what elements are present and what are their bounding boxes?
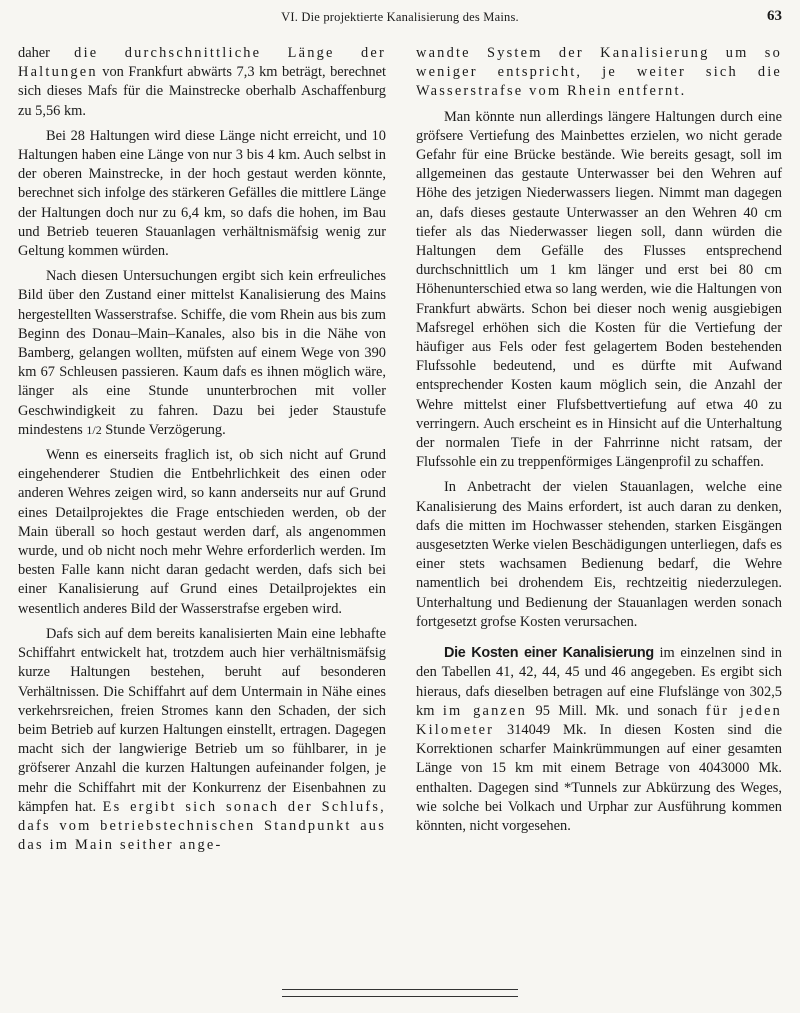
left-paragraph-1: daher die durchschnittliche Länge der Haltungen von Frankfurt abwärts 7,3 km beträgt, berechnet sich dieses Mafs für die Mainstrecke oberhalb Aschaffenburg zu 5,56 km.: [18, 45, 386, 119]
section-lead: Die Kosten einer Kanalisierung: [444, 645, 654, 662]
left-paragraph-4: Wenn es einerseits fraglich ist, ob sich nicht auf Grund eingehenderer Studien die Entbehrlichkeit des einen oder anderen Wehres zeigen wird, so kann anderseits nur auf Grund eines Detailprojektes die Frage entschieden werden, ob der Main überall so hoch gestaut werden darf, als angenommen wurde, und ob nicht noch mehr Wehre erforderlich werden. Im besten Falle kann nicht daran gedacht werden, dafs sich bei einer Kanalisierung auf Grund eines Detailprojektes ein wesentlich anderes Bild der Wasserstrafse ergeben wird.: [18, 447, 386, 617]
left-paragraph-2: Bei 28 Haltungen wird diese Länge nicht erreicht, und 10 Haltungen haben eine Länge von nur 3 bis 4 km. Auch selbst in der oberen Mainstrecke, in der hoch gestaut werden könnte, berechnet sich infolge des stärkeren Gefälles die mittlere Länge der Haltungen doch nur zu 6,4 km, so dafs die hohen, im Bau und Betrieb teueren Stauanlagen verhältnismäfsig wenig zur Geltung kommen würden.: [18, 127, 386, 260]
right-paragraph-3: In Anbetracht der vielen Stauanlagen, welche eine Kanalisierung des Mains erfordert, ist auch daran zu denken, dafs die mitten im Hochwasser stehenden, starken Eisgängen ausgesetzten Werke vielen Beschädigungen unterliegen, dafs es einer stets wachsamen Bedienung bedarf, die Wehre namentlich bei drohendem Eis, rechtzeitig niederzulegen. Unterhaltung und Bedienung der Stauanlagen werden sonach fortgesetzt grofse Kosten verursachen.: [416, 479, 782, 630]
right-paragraph-2: Man könnte nun allerdings längere Haltungen durch eine gröfsere Vertiefung des Mainbettes erzielen, wo nicht gerade Gefahr für eine Brücke bestände. Wie bereits gesagt, soll im allgemeinen das gestaute Unterwasser bei den Wehren auf Höhe des jetzigen Niederwassers liegen. Nimmt man dagegen an, dafs dieses gestaute Unterwasser an den Wehren 40 cm tiefer als das Niederwasser liegen soll, dann würden die Haltungen dem Gefälle des Flusses entsprechend durchschnittlich um 1 km länger und erst bei 80 cm Höhenunterschied etwa so lang werden, wie die Haltungen von Frankfurt abwärts. Schon bei dieser noch wenig ausgiebigen Mafsregel erhöhen sich die Kosten für die Vertiefung der häufiger aus Fels oder fest gelagertem Boden bestehenden Flufssohle bedeutend, und es dürfte mit Aufwand entsprechender Kosten kaum möglich sein, die Anzahl der Wehre mittelst einer Flufsbettvertiefung auf etwa 40 zu verringern. Auch erscheint es in Hinsicht auf die Unterhaltung der normalen Tiefe in der Fahrrinne nicht ratsam, der Flufssohle ein zu treppenförmiges Längenprofil zu schaffen.: [416, 108, 782, 471]
left-column: [18, 44, 386, 861]
footer-rule-upper: [282, 989, 518, 990]
footer-rule-lower: [282, 996, 518, 997]
page-number: 63: [767, 8, 782, 24]
left-paragraph-3: Nach diesen Untersuchungen ergibt sich kein erfreuliches Bild über den Zustand einer mittelst Kanalisierung des Mains hergestellten Wasserstrafse. Schiffe, die vom Rhein aus bis zum Beginn des Donau–Main–Kanales, also bis in die Nähe von Bamberg, gelangen wollten, müfsten auf einem Wege von 390 km 67 Schleusen passieren. Kaum dafs es ihnen möglich wäre, länger als eine Stunde ununterbrochen mit voller Geschwindigkeit zu fahren. Dazu bei jeder Staustufe mindestens 1/2 Stunde Verzögerung.: [18, 268, 386, 438]
right-column: [416, 44, 782, 842]
fraction: 1/2: [86, 422, 102, 437]
right-paragraph-1: wandte System der Kanalisierung um so weniger entspricht, je weiter sich die Wasserstrafse vom Rhein entfernt.: [416, 45, 782, 100]
right-paragraph-4: Die Kosten einer Kanalisierung im einzelnen sind in den Tabellen 41, 42, 44, 45 und 46 angegeben. Es ergibt sich hieraus, dafs dieselben betragen auf eine Flufslänge von 302,5 km im ganzen 95 Mill. Mk. und sonach für jeden Kilometer 314049 Mk. In diesen Kosten sind die Korrektionen scharfer Mainkrümmungen auf einer gesamten Länge von 15 km mit einem Betrage von 4043000 Mk. enthalten. Dagegen sind *Tunnels zur Abkürzung des Weges, wie solche bei Volkach und Urphar zur Ausführung kommen könnten, nicht vorgesehen.: [416, 645, 783, 834]
left-paragraph-5: Dafs sich auf dem bereits kanalisierten Main eine lebhafte Schiffahrt entwickelt hat, trotzdem auch hier verhältnismäfsig kurze Haltungen bestehen, beruht auf besonderen Verhältnissen. Die Schiffahrt auf dem Untermain in Nähe eines verkehrsreichen, freien Stromes kann den Schaden, der sich beim Betrieb auf kurzen Haltungen einstellt, ertragen. Dagegen macht sich der langwierige Betrieb um so fühlbarer, in je gröfserer Anzahl die kurzen Haltungen aufeinander folgen, je mehr die Schiffahrt mit der Konkurrenz der Eisenbahnen zu kämpfen hat. Es ergibt sich sonach der Schlufs, dafs vom betriebstechnischen Standpunkt aus das im Main seither ange-: [18, 625, 386, 854]
running-head: VI. Die projektierte Kanalisierung des Mains.: [281, 10, 519, 24]
page-header: [0, 6, 800, 28]
